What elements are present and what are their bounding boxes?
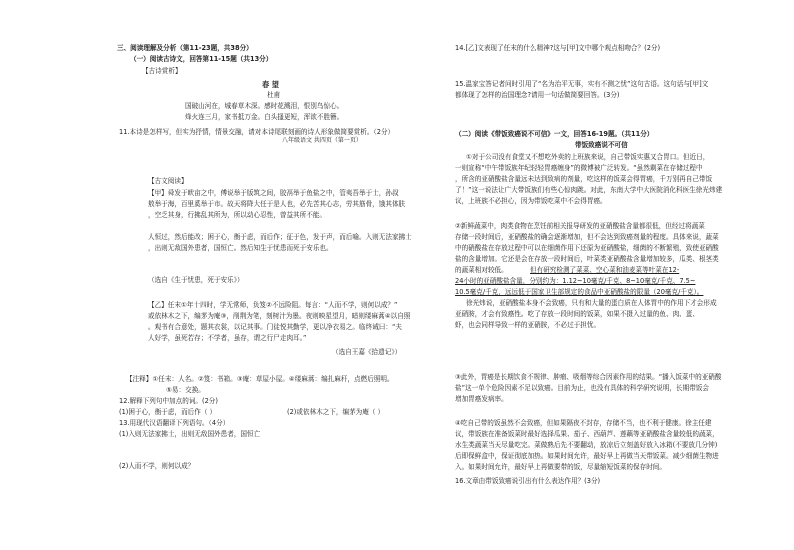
para2-line-10: 虾，也会同样导致一样的亚硝胺，不必过于担忧。 bbox=[455, 321, 601, 329]
para1-line-2: 一则宣称“中午带饭族年纪轻轻胃癌缠身”的微博被广泛转发。“虽然剩菜在存储过程中 bbox=[455, 164, 703, 172]
question-16: 16.文章由带饭致癌说引出有什么表达作用？(3分) bbox=[455, 477, 601, 485]
para2-line-4: 盐的含量增加。它还是会在存放一段时间后，叶菜类亚硝酸盐含量增加较多，瓜类、根茎类 bbox=[455, 255, 719, 263]
para2-line-1: ②新鲜蔬菜中，肉类食物在烹饪前相关报导研发的亚硝酸盐含量都很低，但经过将蔬菜 bbox=[455, 222, 705, 230]
para4-line-1: ④吃自己带的饭虽然不会致癌，但如果隔夜不封存，存储不当，也不利于健康。徐主任建 bbox=[455, 419, 712, 427]
para2-line-2: 存储一段时间后，亚硝酸盐的确会逐渐增加，但不会达到致癌剂量的程度。具体来说，蔬菜 bbox=[455, 233, 719, 241]
para4-line-5: 入。如果时间允许，最好早上再做要带的饭，尽量缩短饭菜的保存时间。 bbox=[455, 463, 666, 471]
para1-line-4: 了！”这一说法让广大带饭族们有些心惊肉跳。对此，东南大学中大医院消化科医生徐光炜建 bbox=[455, 186, 723, 194]
poem-line-2: 烽火连三月，家书抵万金。白头搔更短，浑欲不胜簪。 bbox=[185, 113, 344, 121]
jia-line-4: 人恒过，然后能改；困于心，衡于虑，而后作；征于色，发于声，而后喻。入则无法家拂士 bbox=[148, 233, 412, 241]
question-15-line-1: 15.温家宝答记者问时引用了“名为治平无事，实有不测之忧”这句古语。这句话与[甲]文 bbox=[455, 80, 709, 88]
para2-line-7: 10.5毫克/千克，远远低于国家卫生部规定的食品中亚硝酸盐的限量（20毫克/千克）。 bbox=[455, 288, 704, 296]
para2-line-9: 亚硝胺，才会有致癌性。吃了存放一段时间的饭菜，如果不摄入过量的鱼、肉、蛋、 bbox=[455, 310, 699, 318]
para3-line-2: 盐”这一单个危险因素不足以致癌。目前为止，也没有具体的科学研究说明，长期带饭会 bbox=[455, 384, 709, 392]
question-12-item-2: (2)或依林木之下，编茅为庵（ ） bbox=[287, 408, 385, 416]
para2-highlight: 但有研究检测了菜菜、空心菜和油麦菜等叶菜在12- bbox=[530, 266, 680, 274]
yi-source: （选自王嘉《拾遗记》） bbox=[332, 348, 402, 356]
question-11: 11.本诗是怎样写，但实为抒情，情景交融，请对本诗尾联刻画的诗人形象做简要赏析。（2分） bbox=[119, 128, 395, 136]
para2-line-3: 中的硝酸盐在存放过程中可以在细菌作用下还原为亚硝酸盐，细菌的不断繁殖，致使亚硝酸 bbox=[455, 244, 719, 252]
question-13-item-2: (2)人而不学，则何以成？ bbox=[119, 462, 195, 470]
prose-tag: 【古文阅读】 bbox=[148, 177, 188, 185]
poem-title: 春 望 bbox=[262, 80, 279, 89]
annotation-1: 【注释】①任末：人名。②笈：书箱。③庵：草屋小屋。④缕麻蒿：编扎麻秆，点燃后照明。 bbox=[126, 375, 394, 383]
para3-line-3: 增加胃癌发病率。 bbox=[455, 395, 508, 403]
para1-line-1: ①对于公司没有食堂又不想吃外卖的上班族来说，自己带饭实惠又合胃口。但近日， bbox=[466, 153, 710, 161]
section-heading: 三、阅读理解及分析（第11-23题，共38分） bbox=[117, 44, 253, 52]
yi-line-1: 【乙】任末①年十四时，学无常师，负笈②不远险阻。每言：“人而不学，则何以成？” bbox=[148, 301, 398, 309]
question-12: 12.解释下列句中加点的词。(2分) bbox=[119, 397, 218, 405]
annotation-2: ⑤易：交换。 bbox=[166, 386, 205, 394]
para1-line-5: 议，上班族不必担心，因为带饭吃菜中不会得胃癌。 bbox=[455, 197, 607, 205]
para3-line-1: ③此外，胃癌是长期饮食不规律、肿瘤、吸烟等综合因素作用的结果。“播入饭菜中的亚硝酸 bbox=[455, 373, 722, 381]
para1-line-3: ，所含的亚硝酸盐含量远未达到致病的剂量，吃这样的饭菜会得胃癌，千万别再自己带饭 bbox=[455, 175, 713, 183]
question-14: 14.[乙]文表现了任末的什么精神?这与[甲]文中哪个观点相吻合？(2分) bbox=[455, 44, 661, 52]
question-13-item-1: (1)入则无法家拂士，出则无敌国外患者，国恒亡 bbox=[119, 430, 261, 438]
para2-line-5: 的蔬菜相对较低。 bbox=[455, 266, 508, 274]
jia-line-3: ，空乏其身，行拂乱其所为，所以动心忍性，曾益其所不能。 bbox=[148, 211, 327, 219]
part1-heading: （一）阅读古诗文，回答第11-15题（共13分） bbox=[130, 55, 273, 63]
para4-line-2: 议，带饭族在准备饭菜时最好选择瓜果、茄子、西葫芦、莲藕等亚硝酸盐含量较低的蔬菜， bbox=[455, 430, 719, 438]
part2-heading: （二）阅读《带饭致癌说不可信》一文，回答16-19题。（共11分） bbox=[455, 130, 654, 138]
para4-line-3: 水生类蔬菜当天尽量吃完。菜做熟后先不要翻动，放凉后立刻盖好放入冰箱(不要放几分钟) bbox=[455, 441, 718, 449]
question-13: 13.用现代汉语翻译下列语句。（4分） bbox=[119, 419, 230, 427]
yi-line-2: 或依林木之下，编茅为庵③，削荆为笔，刻树汁为墨。夜则映星望月，暗则缕麻蒿④以自照 bbox=[148, 312, 411, 320]
article-title: 带饭致癌说不可信 bbox=[575, 141, 628, 149]
para4-line-4: 后即保鲜盒中，保证彻底加热。如果时间允许，最好早上再做当天带饭菜。减少细菌生物进 bbox=[455, 452, 719, 460]
poem-author: 杜甫 bbox=[267, 91, 281, 99]
poem-tag: 【古诗赏析】 bbox=[142, 67, 182, 75]
jia-line-5: ，出则无敌国外患者，国恒亡。然后知生于忧患而死于安乐也。 bbox=[148, 244, 333, 252]
question-12-item-1: (1)困于心，衡于虑，而后作（ ） bbox=[119, 408, 217, 416]
jia-line-2: 敖举于海，百里奚举于市。故天将降大任于是人也，必先苦其心志，劳其筋骨，饿其体肤 bbox=[148, 200, 406, 208]
jia-line-1: 【甲】舜发于畎亩之中，傅说举于版筑之间，胶鬲举于鱼盐之中，管夷吾举于士，孙叔 bbox=[148, 189, 399, 197]
poem-line-1: 国破山河在，城春草木深。感时花溅泪，恨别鸟惊心。 bbox=[185, 102, 344, 110]
yi-line-3: 。观书有合意处，题其衣裳，以记其事。门徒悦其勤学，更以净衣易之。临终诫曰：“夫 bbox=[148, 323, 402, 331]
para2-line-6: 24小时的亚硝酸盐含量，分别约为：1.12~10毫克/千克、8~10毫克/千克、7.5~ bbox=[455, 277, 696, 285]
yi-line-4: 人好学，虽死若存；不学者，虽存，谓之行尸走肉耳。” bbox=[148, 334, 307, 342]
page-footer: 八年级语文 共四页（第一页） bbox=[282, 137, 362, 144]
jia-source: （选自《生于忧患，死于安乐》） bbox=[148, 276, 244, 284]
question-15-line-2: 都体现了怎样的治国理念?请用一句话做简要回答。(3分) bbox=[455, 91, 620, 99]
para2-line-8: 徐光炜说，亚硝酸盐本身不会致癌，只有和大量的蛋白质在人体胃中的作用下才会形成 bbox=[466, 299, 717, 307]
